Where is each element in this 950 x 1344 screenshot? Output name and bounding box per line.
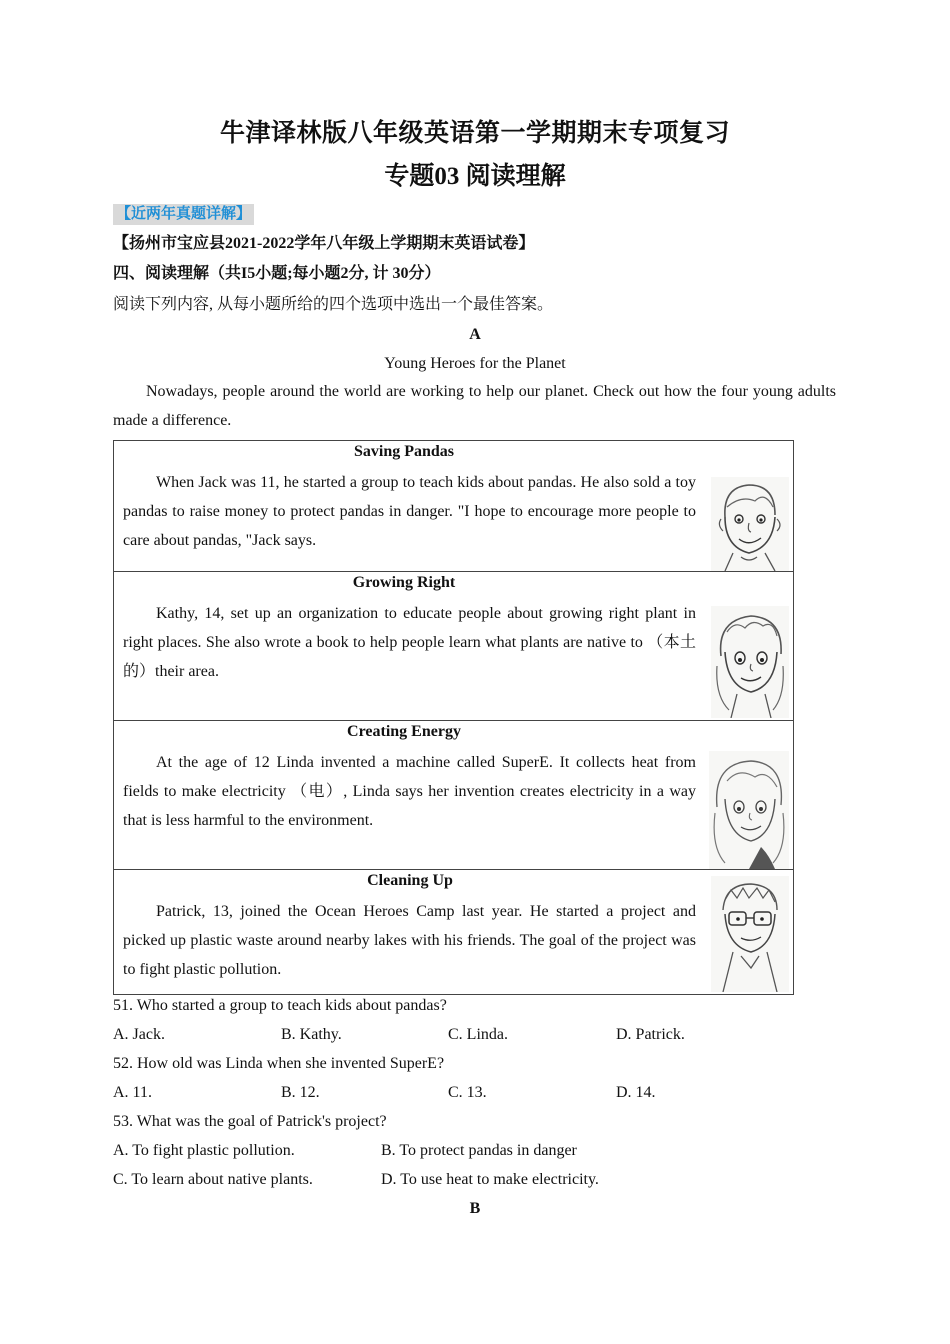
option-a: A. 11.: [113, 1084, 152, 1101]
boy-portrait-icon: [711, 477, 789, 571]
option-c: C. To learn about native plants.: [113, 1171, 313, 1188]
document-subtitle: 专题03 阅读理解: [384, 163, 566, 190]
section-heading: 四、阅读理解（共I5小题;每小题2分, 计 30分）: [113, 265, 441, 282]
profile-text: Kathy, 14, set up an organization to educate people about growing right plant in right places. She also wrote a book to help people learn what plants are native to （本土的）their area.: [123, 605, 696, 680]
profile-box-linda: [114, 721, 793, 869]
exam-source: 【扬州市宝应县2021-2022学年八年级上学期期末英语试卷】: [113, 235, 535, 252]
profile-box-jack: [114, 441, 793, 571]
instruction-text: 阅读下列内容, 从每小题所给的四个选项中选出一个最佳答案。: [113, 296, 554, 313]
profile-text: Patrick, 13, joined the Ocean Heroes Camp last year. He started a project and picked up plastic waste around nearby lakes with his friends. The goal of the project was to fight plastic pollution.: [123, 903, 696, 978]
option-b: B. Kathy.: [281, 1026, 342, 1043]
profile-box-kathy: [114, 572, 793, 720]
option-c: C. 13.: [448, 1084, 487, 1101]
option-b: B. 12.: [281, 1084, 320, 1101]
profiles-table: [113, 440, 794, 995]
question-stem: 51. Who started a group to teach kids about pandas?: [113, 997, 447, 1014]
option-d: D. 14.: [616, 1084, 656, 1101]
section-tag: 【近两年真题详解】: [113, 204, 254, 225]
option-c: C. Linda.: [448, 1026, 508, 1043]
passage-intro: Nowadays, people around the world are working to help our planet. Check out how the four young adults made a difference.: [113, 383, 836, 429]
option-a: A. To fight plastic pollution.: [113, 1142, 295, 1159]
profile-text: At the age of 12 Linda invented a machine called SuperE. It collects heat from fields to make electricity （电）, Linda says her invention creates electricity in a way that is less harmful to the environment.: [123, 754, 696, 829]
question-stem: 52. How old was Linda when she invented SuperE?: [113, 1055, 445, 1072]
girl-portrait-icon: [709, 751, 789, 869]
profile-heading: Cleaning Up: [367, 872, 453, 889]
passage-label-b: B: [469, 1200, 481, 1217]
passage-label-a: A: [469, 326, 481, 343]
profile-heading: Saving Pandas: [353, 443, 455, 460]
option-d: D. To use heat to make electricity.: [381, 1171, 599, 1188]
option-b: B. To protect pandas in danger: [381, 1142, 577, 1159]
profile-text: When Jack was 11, he started a group to teach kids about pandas. He also sold a toy pandas to raise money to protect pandas in danger. "I hope to encourage more people to care about pandas, "Jack says.: [123, 474, 696, 549]
profile-heading: Creating Energy: [347, 723, 461, 740]
option-d: D. Patrick.: [616, 1026, 685, 1043]
option-a: A. Jack.: [113, 1026, 165, 1043]
girl-portrait-icon: [711, 606, 789, 718]
question-stem: 53. What was the goal of Patrick's project?: [113, 1113, 387, 1130]
document-title: 牛津译林版八年级英语第一学期期末专项复习: [219, 120, 730, 147]
profile-box-patrick: [114, 870, 793, 994]
passage-title: Young Heroes for the Planet: [384, 355, 566, 372]
profile-heading: Growing Right: [352, 574, 456, 591]
boy-with-glasses-portrait-icon: [711, 876, 789, 992]
